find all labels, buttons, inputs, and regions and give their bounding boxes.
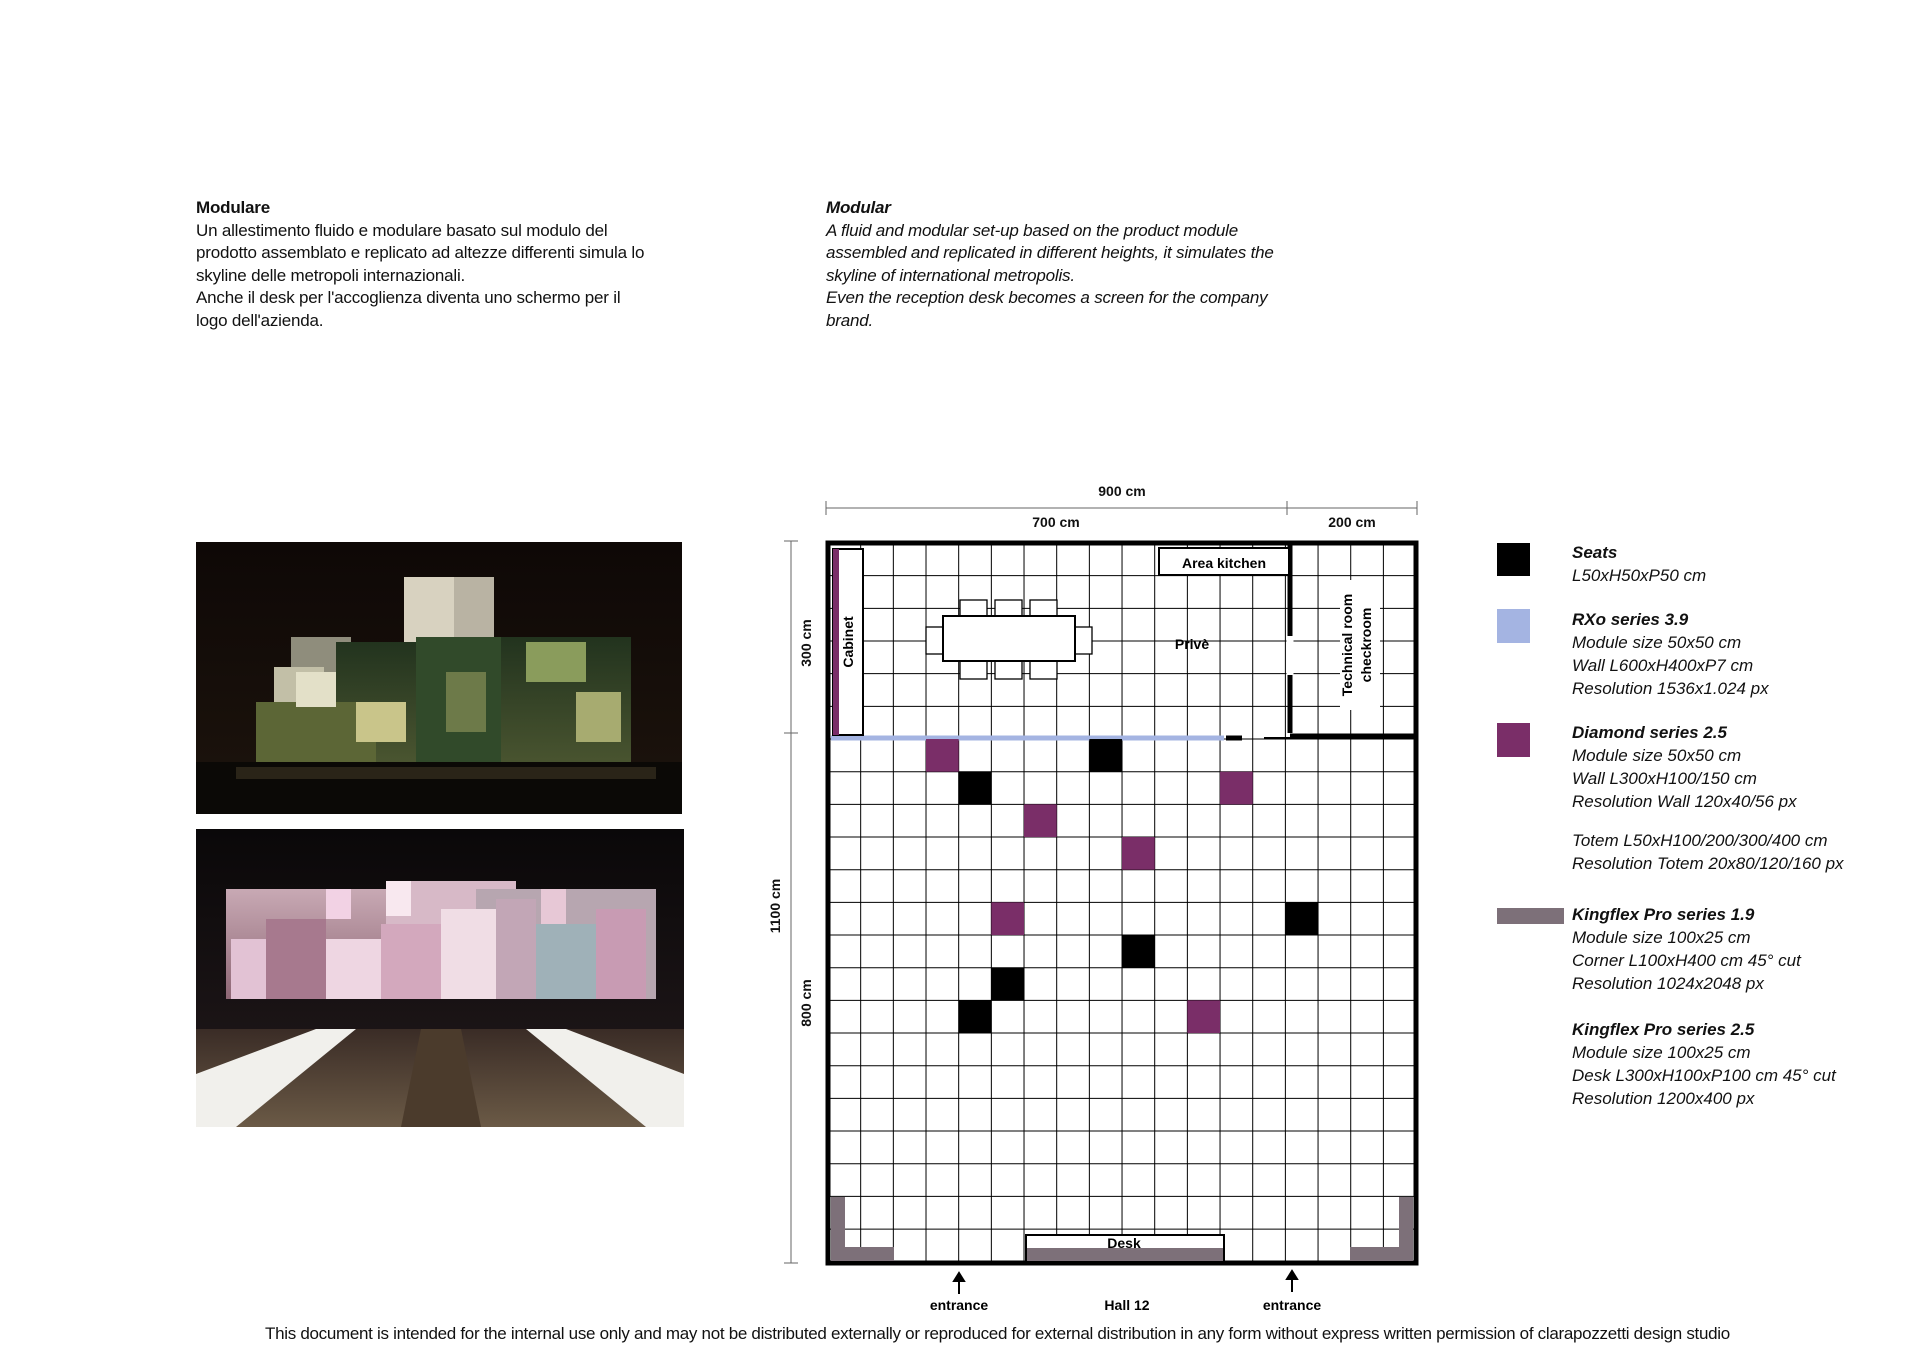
legend-rxo bbox=[1572, 608, 1769, 700]
seat-module bbox=[1089, 739, 1122, 772]
legend-kingflex-19 bbox=[1572, 903, 1801, 995]
seat-module bbox=[1122, 935, 1155, 968]
diamond-totem-module bbox=[926, 739, 959, 772]
kingflex-swatch bbox=[1497, 908, 1564, 924]
diamond-totem-module bbox=[1187, 1000, 1220, 1033]
cabinet-diamond-strip bbox=[833, 549, 839, 735]
legend-rxo-line: Wall L600xH400xP7 cm bbox=[1572, 656, 1754, 675]
hall-label: Hall 12 bbox=[1104, 1297, 1150, 1313]
italian-line: Anche il desk per l'accoglienza diventa uno schermo per il bbox=[196, 288, 621, 307]
diamond-swatch bbox=[1497, 723, 1530, 757]
legend-kingflex-25-line: Module size 100x25 cm bbox=[1572, 1043, 1751, 1062]
dimension-lines bbox=[784, 501, 1417, 1263]
english-line: skyline of international metropolis. bbox=[826, 265, 1075, 285]
desk-label: Desk bbox=[1107, 1235, 1141, 1251]
italian-title: Modulare bbox=[196, 198, 270, 217]
diamond-totem-module bbox=[1220, 772, 1253, 805]
legend-rxo-line: Resolution 1536x1.024 px bbox=[1572, 679, 1769, 698]
legend-seats-title: Seats bbox=[1572, 543, 1618, 562]
entrance-arrowhead-right bbox=[1287, 1271, 1297, 1279]
italian-line: skyline delle metropoli internazionali. bbox=[196, 265, 466, 285]
legend-seats-line: L50xH50xP50 cm bbox=[1572, 566, 1707, 585]
cabinet-label: Cabinet bbox=[840, 616, 856, 668]
legend-diamond-line: Wall L300xH100/150 cm bbox=[1572, 769, 1757, 788]
english-line: assembled and replicated in different heights, it simulates the bbox=[826, 243, 1274, 262]
footer-disclaimer: This document is intended for the internal use only and may not be distributed externally or reproduced for external distribution in any form without express written permission of clarapozzetti design studio bbox=[265, 1324, 1730, 1343]
legend-kingflex-25-line: Desk L300xH100xP100 cm 45° cut bbox=[1572, 1066, 1836, 1085]
legend-kingflex-19-line: Corner L100xH400 cm 45° cut bbox=[1572, 951, 1801, 970]
seat-module bbox=[959, 1000, 992, 1033]
legend-totem-line: Resolution Totem 20x80/120/160 px bbox=[1572, 854, 1844, 873]
legend-rxo-title: RXo series 3.9 bbox=[1572, 610, 1689, 629]
checkroom-label: checkroom bbox=[1358, 607, 1374, 683]
legend-diamond bbox=[1572, 721, 1797, 813]
dim-right-width: 200 cm bbox=[1328, 514, 1376, 530]
area-kitchen-label: Area kitchen bbox=[1181, 555, 1267, 571]
english-line: Even the reception desk becomes a screen for the company bbox=[826, 288, 1268, 307]
entrance-left-label: entrance bbox=[929, 1297, 989, 1313]
legend-kingflex-19-line: Resolution 1024x2048 px bbox=[1572, 974, 1764, 993]
seats-swatch bbox=[1497, 543, 1530, 576]
seat-module bbox=[1285, 902, 1318, 935]
legend-kingflex-19-line: Module size 100x25 cm bbox=[1572, 928, 1751, 947]
floor-grid bbox=[828, 543, 1416, 1263]
legend-seats bbox=[1572, 541, 1706, 587]
entrance-arrows bbox=[954, 1271, 1297, 1294]
dim-total-width: 900 cm bbox=[1098, 483, 1146, 499]
prive-label: Privè bbox=[1174, 636, 1210, 652]
legend-diamond-line: Module size 50x50 cm bbox=[1572, 746, 1742, 765]
english-line: brand. bbox=[826, 310, 874, 330]
prive-table bbox=[943, 616, 1075, 661]
legend-kingflex-25-line: Resolution 1200x400 px bbox=[1572, 1089, 1755, 1108]
dim-main-height: 800 cm bbox=[798, 979, 814, 1027]
legend-diamond-line: Resolution Wall 120x40/56 px bbox=[1572, 792, 1797, 811]
entrance-arrowhead-left bbox=[954, 1273, 964, 1281]
diamond-totem-module bbox=[991, 902, 1024, 935]
entrance-right-label: entrance bbox=[1262, 1297, 1322, 1313]
legend-diamond-title: Diamond series 2.5 bbox=[1572, 723, 1727, 742]
italian-line: Un allestimento fluido e modulare basato sul modulo del bbox=[196, 220, 608, 240]
english-title: Modular bbox=[826, 198, 891, 217]
dim-total-height: 1100 cm bbox=[767, 878, 783, 934]
seat-module bbox=[991, 968, 1024, 1001]
italian-line: logo dell'azienda. bbox=[196, 310, 324, 330]
rxo-swatch bbox=[1497, 609, 1530, 643]
legend-totem-line: Totem L50xH100/200/300/400 cm bbox=[1572, 831, 1828, 850]
english-line: A fluid and modular set-up based on the product module bbox=[826, 220, 1238, 240]
italian-line: prodotto assemblato e replicato ad altezze differenti simula lo bbox=[196, 243, 645, 262]
diamond-totem-module bbox=[1024, 804, 1057, 837]
technical-room-label: Technical room bbox=[1339, 593, 1355, 697]
seat-module bbox=[959, 772, 992, 805]
legend-rxo-line: Module size 50x50 cm bbox=[1572, 633, 1742, 652]
legend-kingflex-25-title: Kingflex Pro series 2.5 bbox=[1572, 1020, 1755, 1039]
diamond-totem-module bbox=[1122, 837, 1155, 870]
prive-table-group bbox=[926, 600, 1092, 679]
legend-kingflex-25 bbox=[1572, 1018, 1836, 1110]
dim-top-height: 300 cm bbox=[798, 619, 814, 667]
legend-kingflex-19-title: Kingflex Pro series 1.9 bbox=[1572, 905, 1755, 924]
legend-totem bbox=[1572, 829, 1844, 875]
dim-left-width: 700 cm bbox=[1032, 514, 1080, 530]
